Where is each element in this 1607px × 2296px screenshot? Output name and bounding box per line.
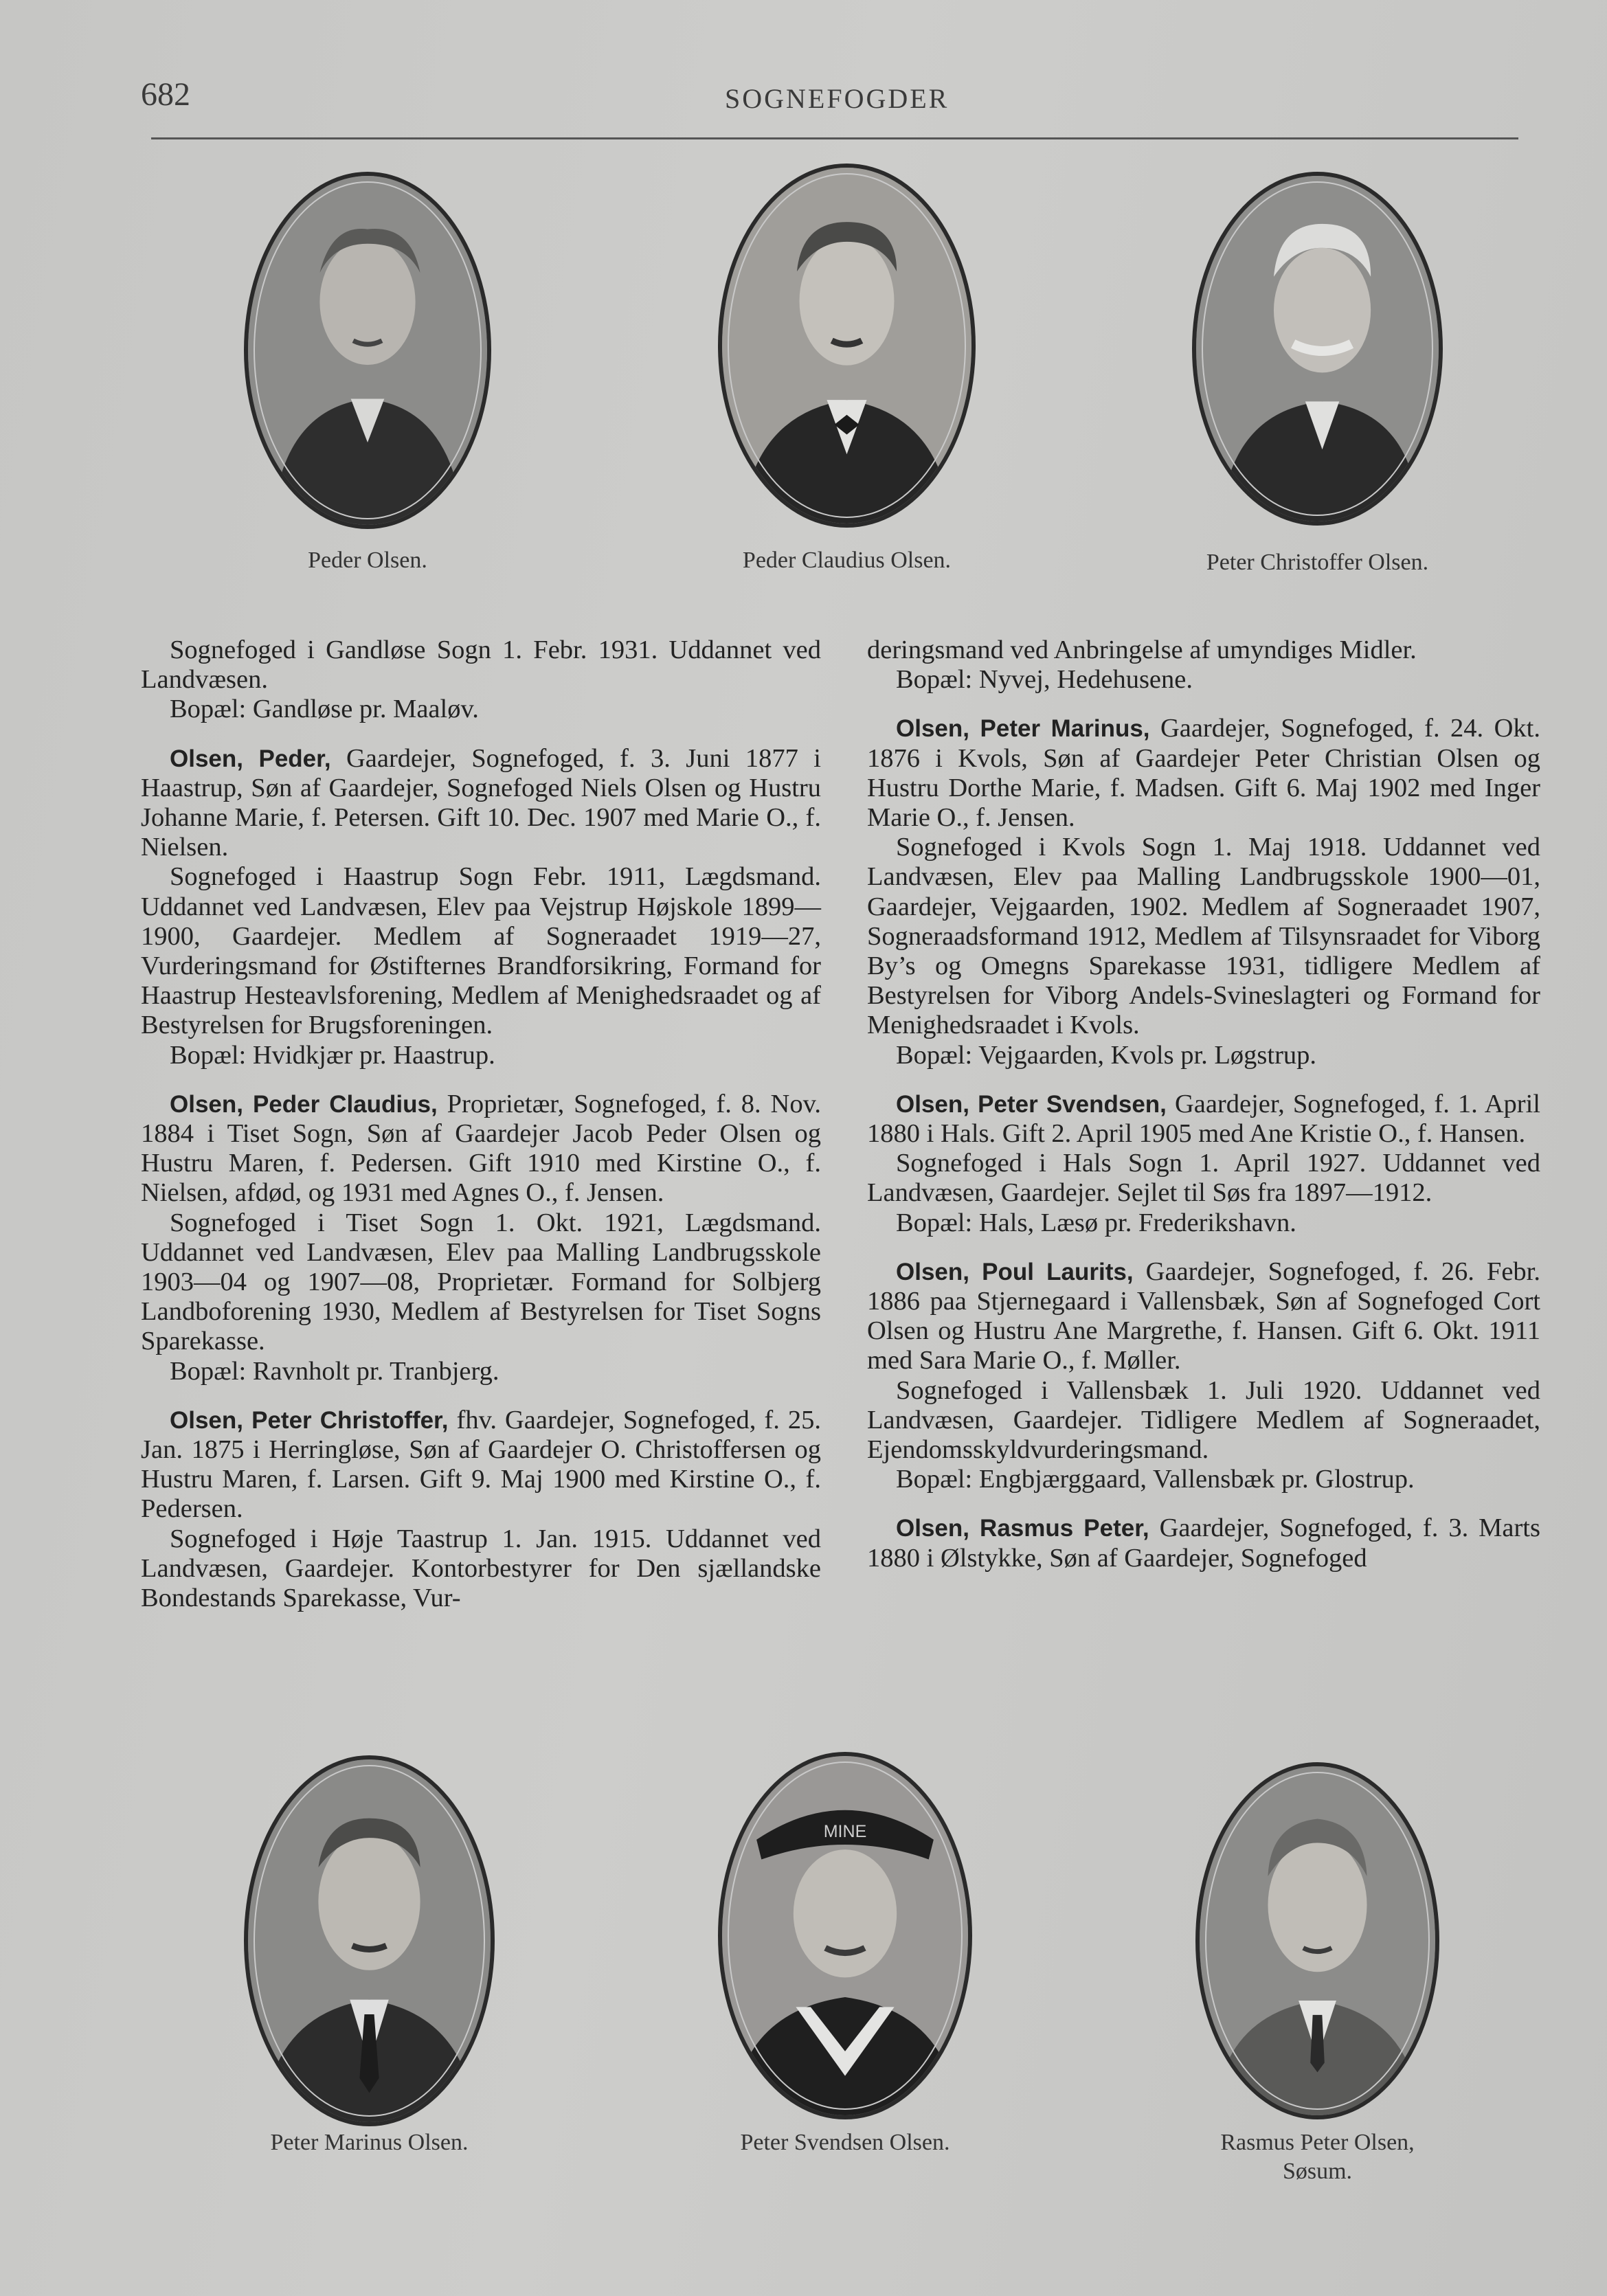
entry-text: Proprietær, Sognefoged, f. 8. Nov. 1884 i Tiset Sogn, Søn af Gaardejer Jacob Peder Olsen og Hustru Maren, f. Pedersen. Gift 1910 med Kirstine O., f. Nielsen, afdød, og 1931 med Agnes O., f. Jensen. (141, 1089, 821, 1208)
caption-peter-marinus-olsen: Peter Marinus Olsen. (270, 2130, 469, 2155)
portrait-peder-olsen (244, 172, 491, 529)
entry-name: Olsen, Poul Laurits, (896, 1258, 1134, 1285)
caption-line-name: Rasmus Peter Olsen, (1220, 2130, 1415, 2155)
left-column (141, 635, 821, 1613)
entry-peder-claudius-olsen (141, 1090, 821, 1208)
entry-address: Bopæl: Hals, Læsø pr. Frederikshavn. (896, 1208, 1296, 1237)
entry-paragraph: Sognefoged i Vallensbæk 1. Juli 1920. Uddannet ved Landvæsen, Gaardejer. Tidligere Medlem af Sogneraadet, Ejendomsskyldvurderingsmand. (867, 1375, 1540, 1465)
caption-peter-svendsen-olsen: Peter Svendsen Olsen. (740, 2130, 950, 2155)
running-title: SOGNEFOGDER (725, 83, 949, 114)
entry-name: Olsen, Peter Svendsen, (896, 1090, 1167, 1118)
entry-text: Gaardejer, Sognefoged, f. 1. April 1880 i Hals. Gift 2. April 1905 med Ane Kristie O., f. Hansen. (867, 1089, 1540, 1149)
entry-paragraph: Sognefoged i Hals Sogn 1. April 1927. Uddannet ved Landvæsen, Gaardejer. Sejlet til Søs fra 1897—1912. (867, 1149, 1540, 1208)
entry-paragraph: Sognefoged i Tiset Sogn 1. Okt. 1921, Lægdsmand. Uddannet ved Landvæsen, Elev paa Malling Landbrugsskole 1903—04 og 1907—08, Proprietær. Formand for Solbjerg Landboforening 1930, Medlem af Bestyrelsen for Tiset Sogns Sparekasse. (141, 1208, 821, 1356)
caption-peder-claudius-olsen: Peder Claudius Olsen. (742, 548, 952, 573)
left-continuation-address: Bopæl: Gandløse pr. Maaløv. (170, 695, 479, 724)
entry-name: Olsen, Peter Christoffer, (170, 1406, 449, 1434)
entry-address: Bopæl: Engbjærggaard, Vallensbæk pr. Glostrup. (896, 1465, 1415, 1494)
entry-poul-laurits-olsen (867, 1257, 1540, 1376)
entry-name: Olsen, Rasmus Peter, (896, 1515, 1149, 1542)
entry-text: Gaardejer, Sognefoged, f. 26. Febr. 1886 paa Stjernegaard i Vallensbæk, Søn af Sognefoged Cort Olsen og Hustru Ane Margrethe, f. Hansen. Gift 6. Okt. 1911 med Sara Marie O., f. Møller. (867, 1257, 1540, 1375)
entry-paragraph: Sognefoged i Haastrup Sogn Febr. 1911, Lægdsmand. Uddannet ved Landvæsen, Elev paa Vejstrup Højskole 1899—1900, Gaardejer. Medlem af Sogneraadet 1919—27, Vurderingsmand for Østifternes Brandforsikring, Formand for Haastrup Hesteavlsforening, Medlem af Menighedsraadet og af Bestyrelsen for Brugsforeningen. (141, 862, 821, 1040)
portrait-rasmus-peter-olsen (1195, 1762, 1439, 2119)
entry-paragraph: Sognefoged i Kvols Sogn 1. Maj 1918. Uddannet ved Landvæsen, Elev paa Malling Landbrugsskole 1900—01, Gaardejer, Vejgaarden, 1902. Medlem af Sogneraadet 1907, Sogneraadsformand 1912, Medlem af Tilsynsraadet for Viborg By’s og Omegns Sparekasse 1931, tidligere Medlem af Bestyrelsen for Viborg Andels-Svineslagteri og Formand for Menighedsraadet i Kvols. (867, 833, 1540, 1040)
header-rule (151, 137, 1518, 139)
entry-name: Olsen, Peder Claudius, (170, 1090, 438, 1118)
entry-text: Gaardejer, Sognefoged, f. 3. Juni 1877 i Haastrup, Søn af Gaardejer, Sognefoged Niels Olsen og Hustru Johanne Marie, f. Petersen. Gift 10. Dec. 1907 med Marie O., f. Nielsen. (141, 743, 821, 862)
page-number: 682 (141, 76, 190, 113)
entry-name: Olsen, Peter Marinus, (896, 715, 1150, 743)
caption-line-place: Søsum. (1282, 2159, 1353, 2184)
entry-text: Gaardejer, Sognefoged, f. 24. Okt. 1876 i Kvols, Søn af Gaardejer Peter Christian Olsen og Hustru Dorthe Marie, f. Madsen. Gift 6. Maj 1902 med Inger Marie O., f. Jensen. (867, 714, 1540, 833)
entry-rasmus-peter-olsen (867, 1513, 1540, 1573)
entry-peter-svendsen-olsen (867, 1090, 1540, 1149)
portrait-peder-claudius-olsen (718, 164, 976, 528)
portrait-peter-svendsen-olsen (718, 1752, 972, 2119)
left-continuation-text: Sognefoged i Gandløse Sogn 1. Febr. 1931. Uddannet ved Landvæsen. (141, 635, 821, 695)
portrait-peter-marinus-olsen (244, 1755, 495, 2126)
right-continuation-address: Bopæl: Nyvej, Hedehusene. (896, 665, 1193, 695)
entry-peter-marinus-olsen (867, 714, 1540, 833)
entry-name: Olsen, Peder, (170, 745, 331, 772)
cap-ribbon-text: MINE (823, 1822, 867, 1842)
caption-peder-olsen: Peder Olsen. (308, 548, 427, 573)
caption-peter-christoffer-olsen: Peter Christoffer Olsen. (1206, 550, 1429, 575)
portrait-peter-christoffer-olsen (1192, 172, 1443, 526)
entry-address: Bopæl: Vejgaarden, Kvols pr. Løgstrup. (896, 1040, 1317, 1070)
right-column (867, 635, 1540, 1573)
entry-paragraph: Sognefoged i Høje Taastrup 1. Jan. 1915. Uddannet ved Landvæsen, Gaardejer. Kontorbestyrer for Den sjællandske Bondestands Sparekasse, Vur- (141, 1524, 821, 1613)
entry-address: Bopæl: Ravnholt pr. Tranbjerg. (170, 1356, 499, 1386)
caption-rasmus-peter-olsen (1178, 2128, 1457, 2186)
entry-text: fhv. Gaardejer, Sognefoged, f. 25. Jan. 1875 i Herringløse, Søn af Gaardejer O. Christoffersen og Hustru Maren, f. Larsen. Gift 9. Maj 1900 med Kirstine O., f. Pedersen. (141, 1405, 821, 1524)
entry-address: Bopæl: Hvidkjær pr. Haastrup. (170, 1040, 495, 1070)
entry-peder-olsen (141, 744, 821, 863)
entry-text: Gaardejer, Sognefoged, f. 3. Marts 1880 i Ølstykke, Søn af Gaardejer, Sognefoged (867, 1513, 1540, 1573)
entry-peter-christoffer-olsen (141, 1406, 821, 1524)
right-continuation-text: deringsmand ved Anbringelse af umyndiges Midler. (867, 635, 1417, 664)
